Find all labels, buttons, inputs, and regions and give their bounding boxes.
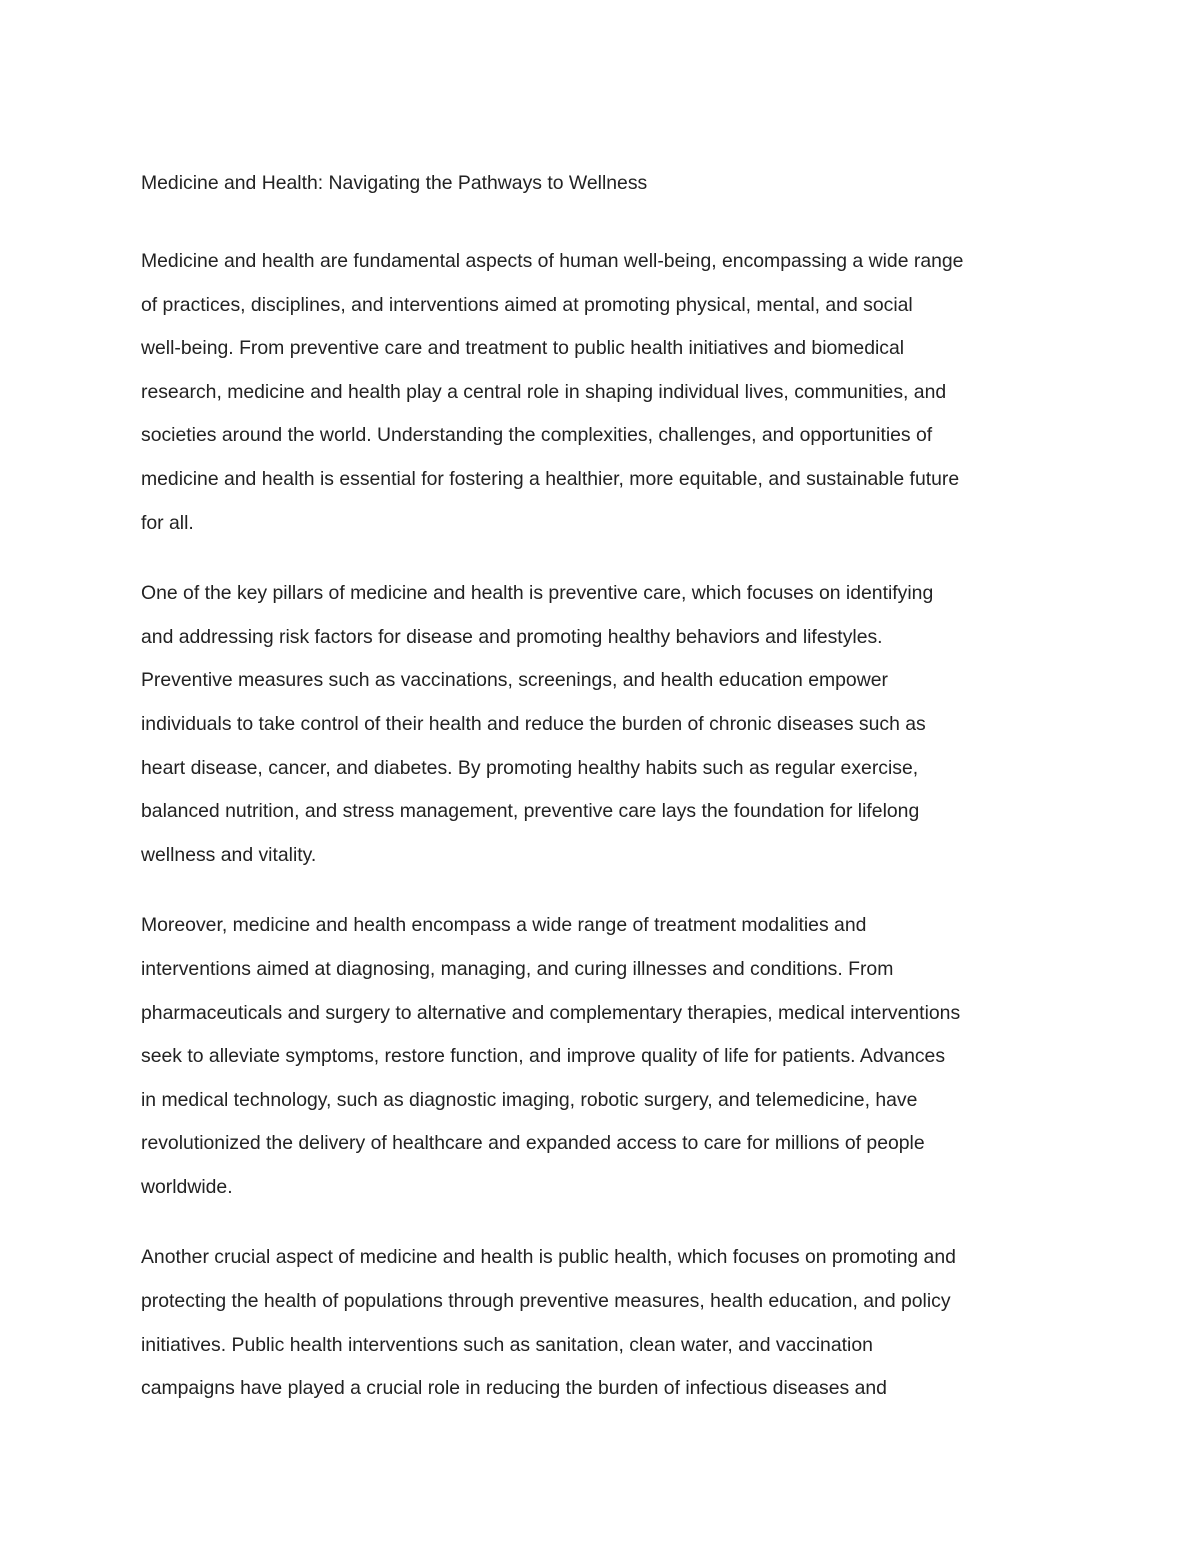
- document-body: [141, 168, 1071, 1411]
- text-line: interventions aimed at diagnosing, managing, and curing illnesses and conditions. From: [141, 957, 894, 980]
- text-line: campaigns have played a crucial role in reducing the burden of infectious diseases and: [141, 1377, 887, 1400]
- text-line: and addressing risk factors for disease and promoting healthy behaviors and lifestyles.: [141, 625, 883, 648]
- paragraph-preventive-care: [141, 572, 1071, 877]
- text-line: medicine and health is essential for fostering a healthier, more equitable, and sustainable future: [141, 467, 960, 490]
- title-spacing: [141, 198, 1071, 240]
- text-line: societies around the world. Understanding the complexities, challenges, and opportunities of: [141, 424, 933, 447]
- paragraph-public-health: [141, 1236, 1071, 1410]
- text-line: Another crucial aspect of medicine and health is public health, which focuses on promoting and: [141, 1246, 956, 1269]
- paragraph-spacing: [141, 1209, 1071, 1236]
- text-line: protecting the health of populations through preventive measures, health education, and policy: [141, 1290, 951, 1313]
- text-line: well-being. From preventive care and treatment to public health initiatives and biomedical: [141, 337, 905, 360]
- text-line: One of the key pillars of medicine and health is preventive care, which focuses on identifying: [141, 582, 934, 605]
- paragraph-spacing: [141, 545, 1071, 572]
- text-line: balanced nutrition, and stress management, preventive care lays the foundation for lifelong: [141, 800, 920, 823]
- text-line: initiatives. Public health interventions such as sanitation, clean water, and vaccination: [141, 1333, 873, 1356]
- text-line: research, medicine and health play a central role in shaping individual lives, communities, and: [141, 380, 947, 403]
- text-line: worldwide.: [141, 1175, 233, 1198]
- text-line: pharmaceuticals and surgery to alternative and complementary therapies, medical interventions: [141, 1001, 961, 1024]
- text-line: of practices, disciplines, and interventions aimed at promoting physical, mental, and social: [141, 293, 913, 316]
- text-line: for all.: [141, 511, 194, 534]
- paragraph-spacing: [141, 877, 1071, 904]
- text-line: individuals to take control of their health and reduce the burden of chronic diseases such as: [141, 712, 926, 735]
- text-line: revolutionized the delivery of healthcare and expanded access to care for millions of people: [141, 1132, 925, 1155]
- text-line: Medicine and health are fundamental aspects of human well-being, encompassing a wide range: [141, 250, 964, 272]
- text-line: heart disease, cancer, and diabetes. By promoting healthy habits such as regular exercise,: [141, 756, 919, 779]
- text-line: Moreover, medicine and health encompass a wide range of treatment modalities and: [141, 914, 867, 937]
- text-line: in medical technology, such as diagnostic imaging, robotic surgery, and telemedicine, have: [141, 1088, 918, 1111]
- paragraph-intro: [141, 240, 1071, 545]
- text-line: wellness and vitality.: [141, 843, 317, 866]
- text-line: Preventive measures such as vaccinations, screenings, and health education empower: [141, 669, 888, 692]
- paragraph-treatment: [141, 904, 1071, 1209]
- document-title: Medicine and Health: Navigating the Pathways to Wellness: [141, 172, 648, 194]
- text-line: seek to alleviate symptoms, restore function, and improve quality of life for patients. Advances: [141, 1045, 946, 1068]
